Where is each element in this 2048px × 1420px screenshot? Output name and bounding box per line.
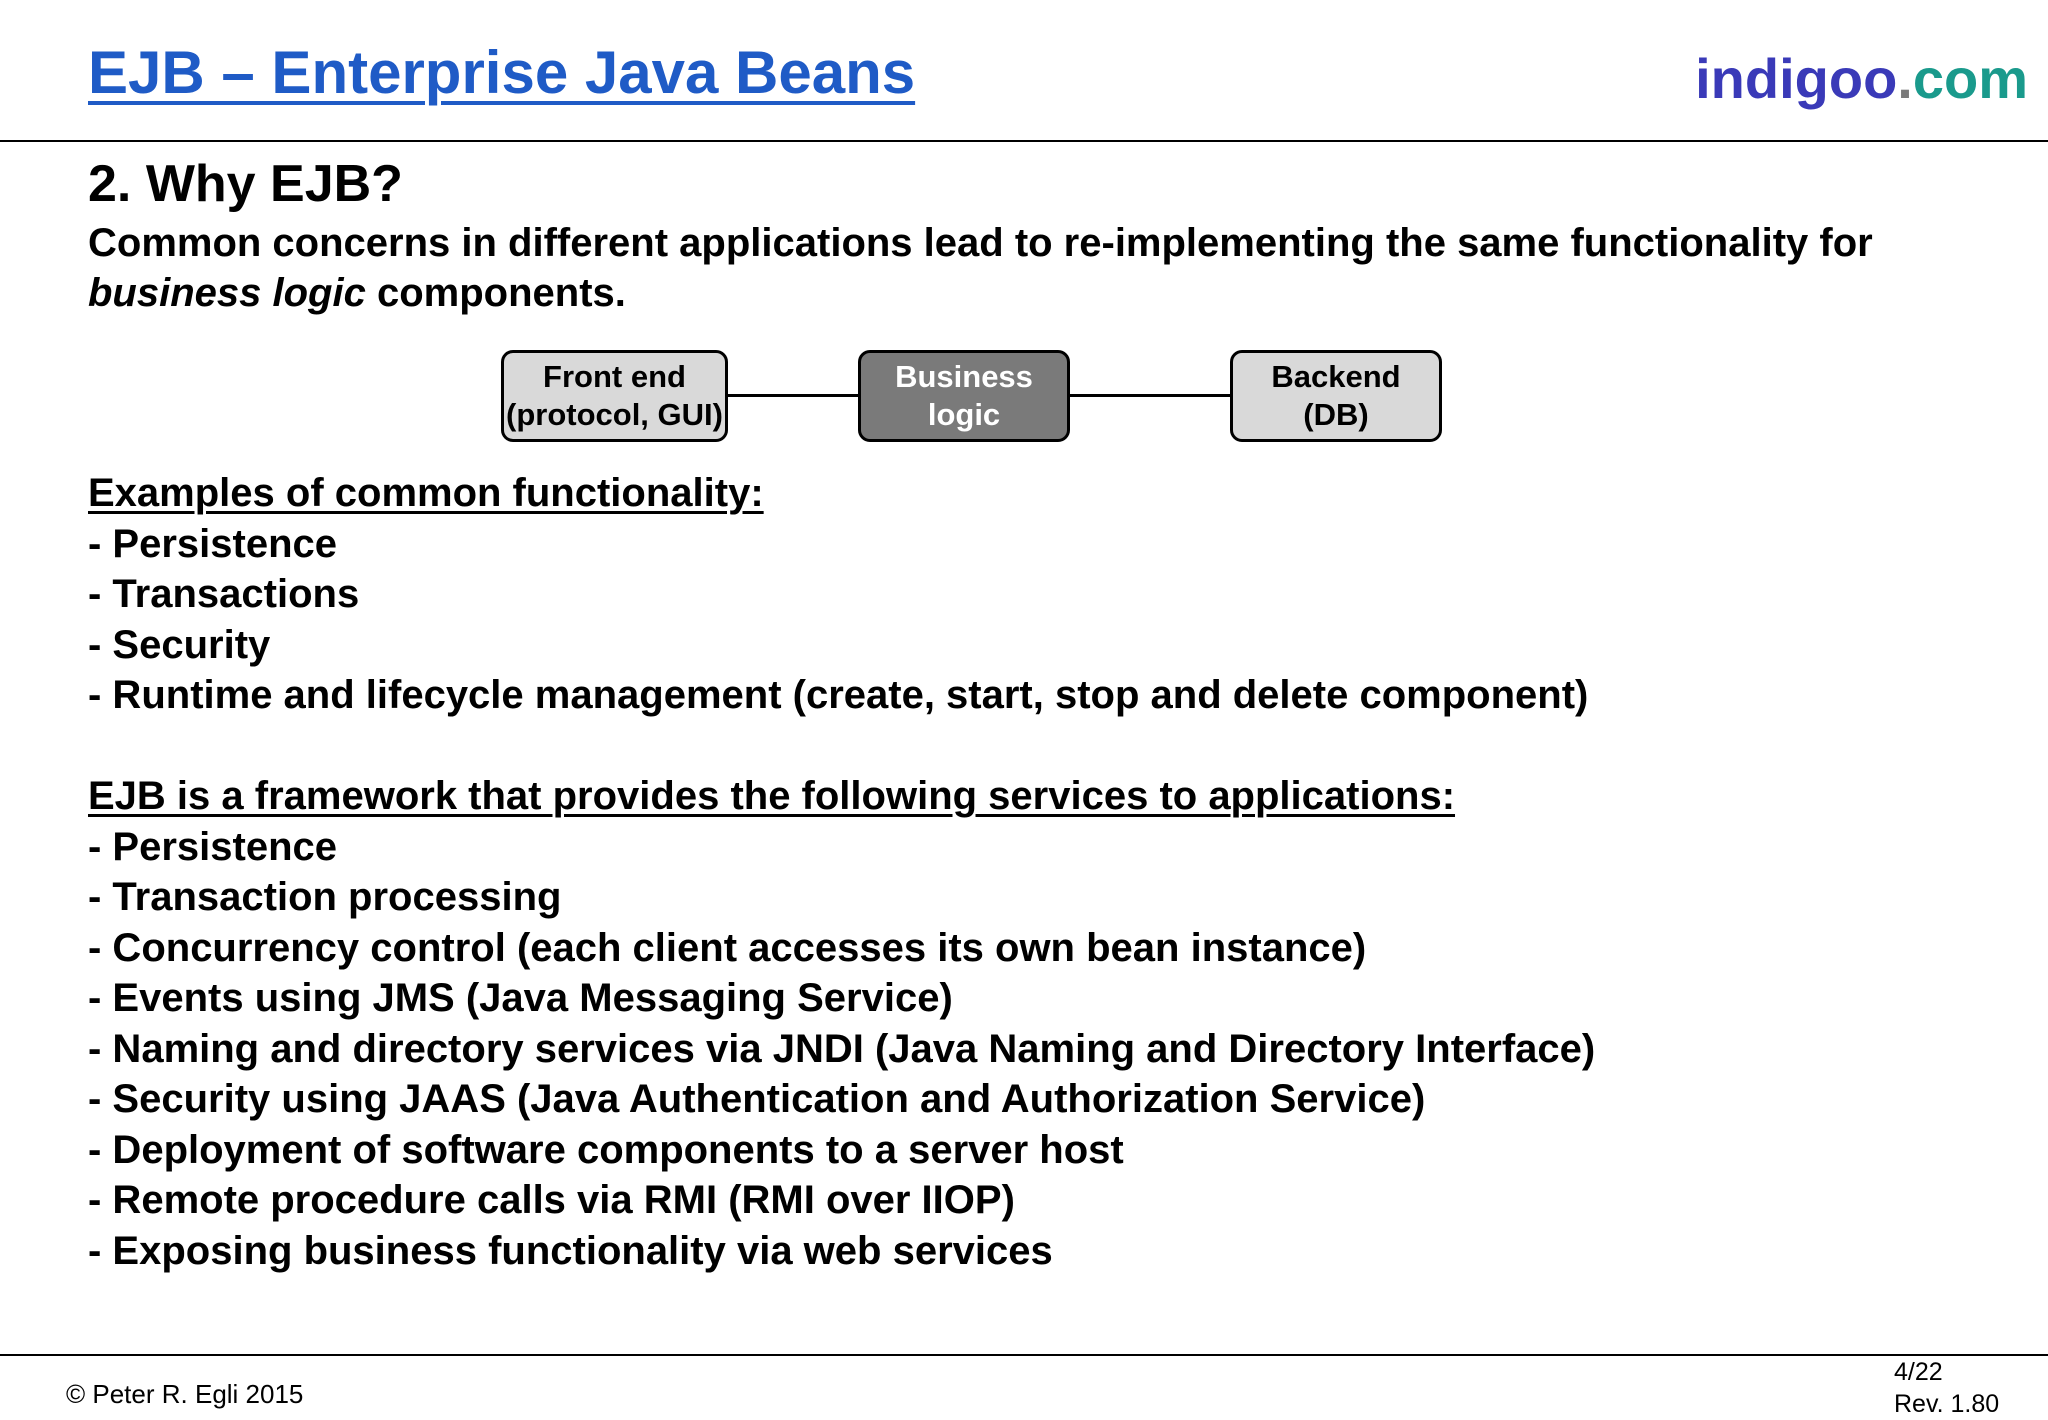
list-item: - Exposing business functionality via web services (88, 1228, 1053, 1273)
box-backend-line2: (DB) (1303, 397, 1369, 432)
examples-section (88, 468, 1988, 721)
box-front-end-line1: Front end (543, 359, 686, 394)
box-business-logic-line2: logic (927, 397, 1001, 432)
list-item: - Runtime and lifecycle management (create, start, stop and delete component) (88, 673, 1589, 717)
header-divider (0, 140, 2048, 142)
box-business-logic-line1: Business (895, 359, 1033, 394)
list-item: - Security using JAAS (Java Authentication and Authorization Service) (88, 1077, 1426, 1121)
brand-dot: . (1897, 47, 1913, 110)
list-item: - Concurrency control (each client accesses its own bean instance) (88, 925, 1367, 970)
list-item: - Remote procedure calls via RMI (RMI over IIOP) (88, 1178, 1015, 1222)
list-item: - Deployment of software components to a server host (88, 1127, 1124, 1172)
brand-logo (1695, 48, 2028, 110)
box-backend (1230, 350, 1442, 442)
brand-name: indigoo (1695, 47, 1898, 110)
box-front-end-line2: (protocol, GUI) (506, 397, 723, 432)
copyright: © Peter R. Egli 2015 (66, 1379, 304, 1409)
list-item: - Events using JMS (Java Messaging Service) (88, 976, 953, 1020)
section-heading: 2. Why EJB? (88, 155, 403, 213)
intro-text-end: components. (365, 271, 626, 315)
intro-emphasis: business logic (88, 271, 366, 315)
connector-business-backend (1068, 394, 1232, 397)
footer-divider (0, 1354, 2048, 1356)
list-item: - Transactions (88, 572, 360, 616)
brand-tld: com (1912, 47, 2028, 110)
box-front-end (501, 350, 728, 442)
page-number: 4/22 (1894, 1358, 1943, 1386)
list-item: - Naming and directory services via JNDI (Java Naming and Directory Interface) (88, 1026, 1596, 1071)
list-item: - Security (88, 622, 271, 667)
examples-title: Examples of common functionality: (88, 471, 764, 515)
intro-paragraph (88, 218, 1988, 318)
list-item: - Persistence (88, 824, 338, 869)
box-backend-line1: Backend (1271, 359, 1401, 394)
connector-frontend-business (726, 394, 860, 397)
intro-text-start: Common concerns in different applications lead to re-implementing the same functionality for (88, 221, 1873, 265)
slide-title: EJB – Enterprise Java Beans (88, 39, 916, 106)
services-title: EJB is a framework that provides the following services to applications: (88, 774, 1456, 818)
list-item: - Persistence (88, 521, 338, 566)
revision: Rev. 1.80 (1894, 1390, 2000, 1418)
box-business-logic (858, 350, 1070, 442)
list-item: - Transaction processing (88, 875, 562, 919)
page-info (1894, 1356, 1999, 1420)
services-section (88, 771, 1988, 1276)
